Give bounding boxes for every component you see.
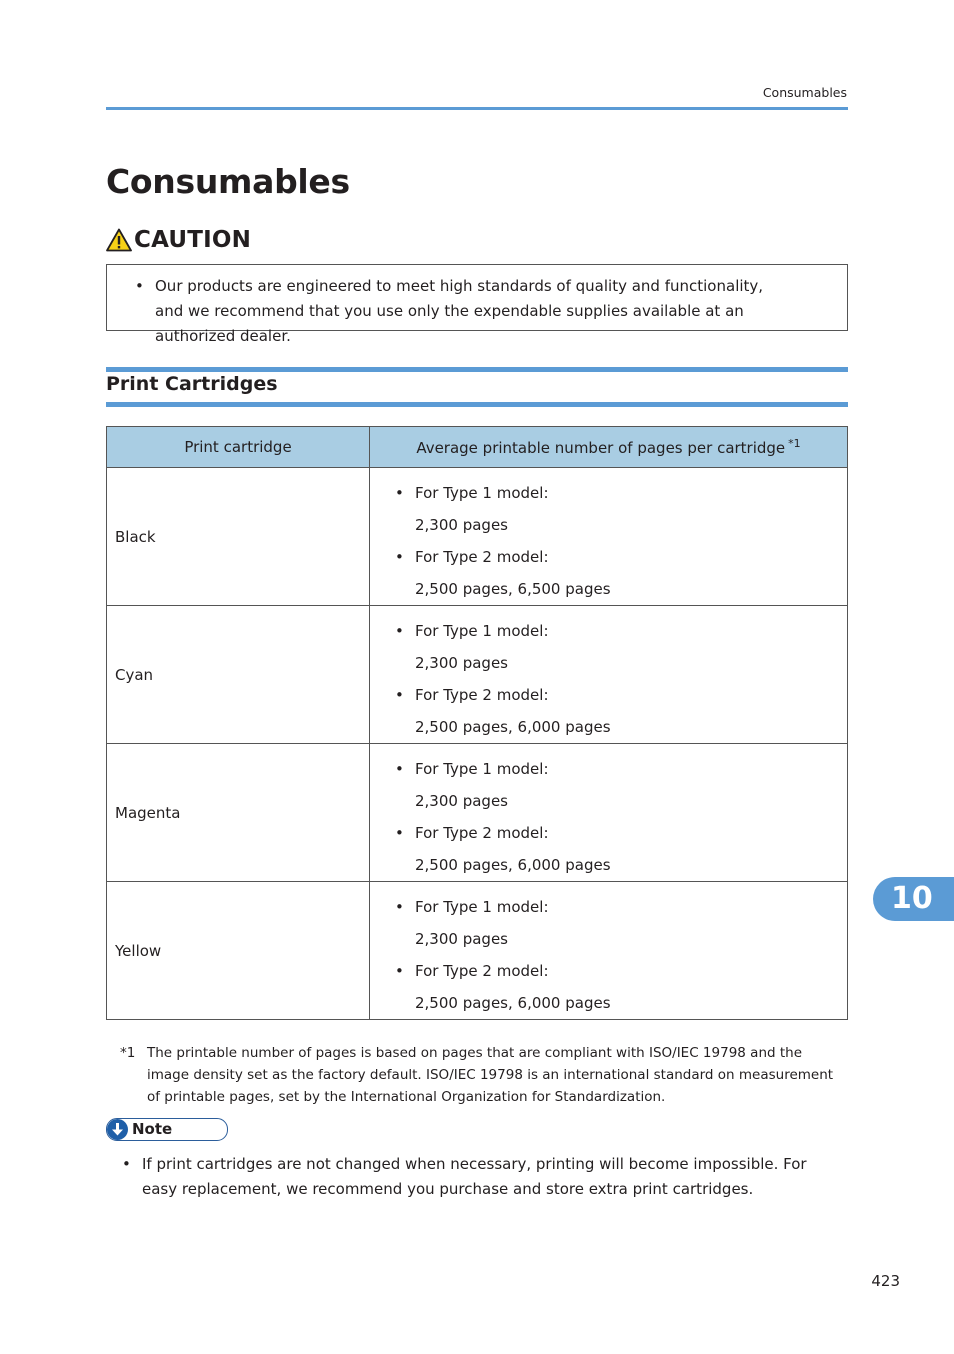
pages-cell: [370, 468, 848, 606]
type2-label: For Type 2 model:: [415, 823, 549, 842]
bullet-icon: •: [395, 621, 404, 640]
type2-value: 2,500 pages, 6,000 pages: [415, 993, 611, 1012]
bullet-icon: •: [395, 961, 404, 980]
bullet-icon: •: [395, 547, 404, 566]
header-cartridge-label: Print cartridge: [184, 438, 292, 456]
chapter-tab: [873, 877, 954, 921]
cartridge-name: Yellow: [107, 882, 370, 1020]
footnote-text: The printable number of pages is based on pages that are compliant with ISO/IEC 19798 and the image density set as the factory default. ISO/IEC 19798 is an international standard on measurement of printable pages, set by the International Organization for Standardization.: [147, 1045, 834, 1105]
table-row: [107, 744, 848, 882]
type1-label: For Type 1 model:: [415, 897, 549, 916]
caution-item: Our products are engineered to meet high standards of quality and functionality, and we recommend that you use only the expendable supplies available at an authorized dealer.: [155, 277, 764, 345]
footnote-ref: *1: [788, 437, 801, 450]
type2-label: For Type 2 model:: [415, 547, 549, 566]
pages-cell: [370, 882, 848, 1020]
table-row: [107, 468, 848, 606]
table-header-row: [107, 427, 848, 468]
section-rule-bottom: [106, 402, 848, 407]
bullet-icon: •: [395, 483, 404, 502]
type1-label: For Type 1 model:: [415, 483, 549, 502]
cartridge-name: Black: [107, 468, 370, 606]
note-label: Note: [132, 1120, 173, 1138]
bullet-icon: •: [395, 759, 404, 778]
type2-label: For Type 2 model:: [415, 685, 549, 704]
note-badge: [106, 1118, 228, 1141]
type1-value: 2,300 pages: [415, 791, 508, 810]
type1-label: For Type 1 model:: [415, 759, 549, 778]
cartridge-name: Cyan: [107, 606, 370, 744]
type1-label: For Type 1 model:: [415, 621, 549, 640]
bullet-icon: •: [122, 1155, 131, 1173]
page-number: 423: [871, 1272, 900, 1290]
caution-label: CAUTION: [134, 227, 252, 253]
caution-box: [106, 264, 848, 345]
pages-cell: [370, 606, 848, 744]
type2-value: 2,500 pages, 6,000 pages: [415, 855, 611, 874]
type2-label: For Type 2 model:: [415, 961, 549, 980]
table-header-cartridge: [107, 427, 370, 468]
table-row: [107, 882, 848, 1020]
note-item: If print cartridges are not changed when necessary, printing will become impossible. For easy replacement, we recommend you purchase and store extra print cartridges.: [142, 1155, 807, 1198]
bullet-icon: •: [135, 277, 144, 295]
type2-value: 2,500 pages, 6,000 pages: [415, 717, 611, 736]
cartridge-table: [106, 426, 848, 1020]
section-title: Print Cartridges: [106, 373, 278, 395]
bullet-icon: •: [395, 897, 404, 916]
warning-triangle-icon: [106, 228, 132, 252]
header-rule: [106, 107, 848, 110]
table-row: [107, 606, 848, 744]
caution-heading: [106, 226, 251, 254]
table-header-pages: [370, 427, 848, 468]
section-rule-top: [106, 367, 848, 372]
header-pages-label: Average printable number of pages per cartridge: [416, 439, 786, 457]
cartridge-name: Magenta: [107, 744, 370, 882]
running-header: Consumables: [762, 85, 847, 100]
type1-value: 2,300 pages: [415, 515, 508, 534]
type1-value: 2,300 pages: [415, 653, 508, 672]
footnote-mark: *1: [120, 1045, 136, 1061]
bullet-icon: •: [395, 823, 404, 842]
down-arrow-circle-icon: [107, 1119, 128, 1140]
type2-value: 2,500 pages, 6,500 pages: [415, 579, 611, 598]
chapter-number: 10: [891, 881, 933, 916]
type1-value: 2,300 pages: [415, 929, 508, 948]
page-title: Consumables: [106, 162, 350, 201]
bullet-icon: •: [395, 685, 404, 704]
pages-cell: [370, 744, 848, 882]
